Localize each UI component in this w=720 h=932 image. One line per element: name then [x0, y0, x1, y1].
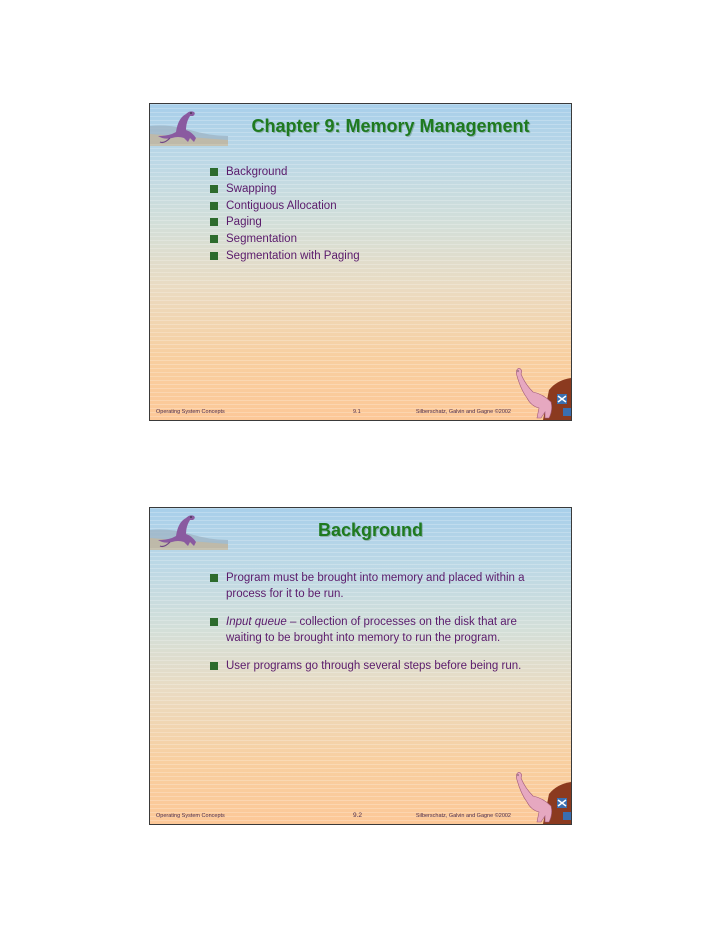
bullet-item — [210, 658, 531, 674]
bullet-text: Program must be brought into memory and placed within a process for it to be run. — [226, 572, 525, 600]
bullet-text: User programs go through several steps before being run. — [226, 660, 522, 672]
slide-title: Background — [317, 520, 423, 540]
slide-footer — [156, 405, 511, 415]
bullet-item: Swapping — [210, 181, 531, 198]
dinosaur-logo-icon — [513, 772, 571, 824]
footer-slide-number: 9.2 — [353, 812, 363, 819]
bullet-item: Segmentation — [210, 231, 531, 248]
bullet-list — [210, 164, 531, 265]
footer-authors: Silberschatz, Galvin and Gagne ©2002 — [415, 409, 511, 415]
bullet-item — [210, 570, 531, 602]
bullet-item: Contiguous Allocation — [210, 198, 531, 215]
slide-footer — [156, 809, 511, 819]
bullet-item: Segmentation with Paging — [210, 248, 531, 265]
footer-course: Operating System Concepts — [156, 409, 225, 415]
bullet-item: Paging — [210, 214, 531, 231]
footer-authors: Silberschatz, Galvin and Gagne ©2002 — [415, 813, 511, 819]
slide-title: Chapter 9: Memory Management — [251, 116, 530, 136]
bullet-item — [210, 614, 531, 646]
footer-slide-number: 9.1 — [353, 409, 361, 415]
bullet-item: Background — [210, 164, 531, 181]
footer-course: Operating System Concepts — [156, 813, 225, 819]
bullet-term: Input queue — [226, 616, 287, 628]
bullet-list — [210, 570, 531, 686]
slide-1 — [149, 103, 572, 421]
dinosaur-logo-icon — [513, 368, 571, 420]
slide-2 — [149, 507, 572, 825]
bullet-text: – collection of processes on the disk that are waiting to be brought into memory to run the program. — [226, 616, 517, 644]
